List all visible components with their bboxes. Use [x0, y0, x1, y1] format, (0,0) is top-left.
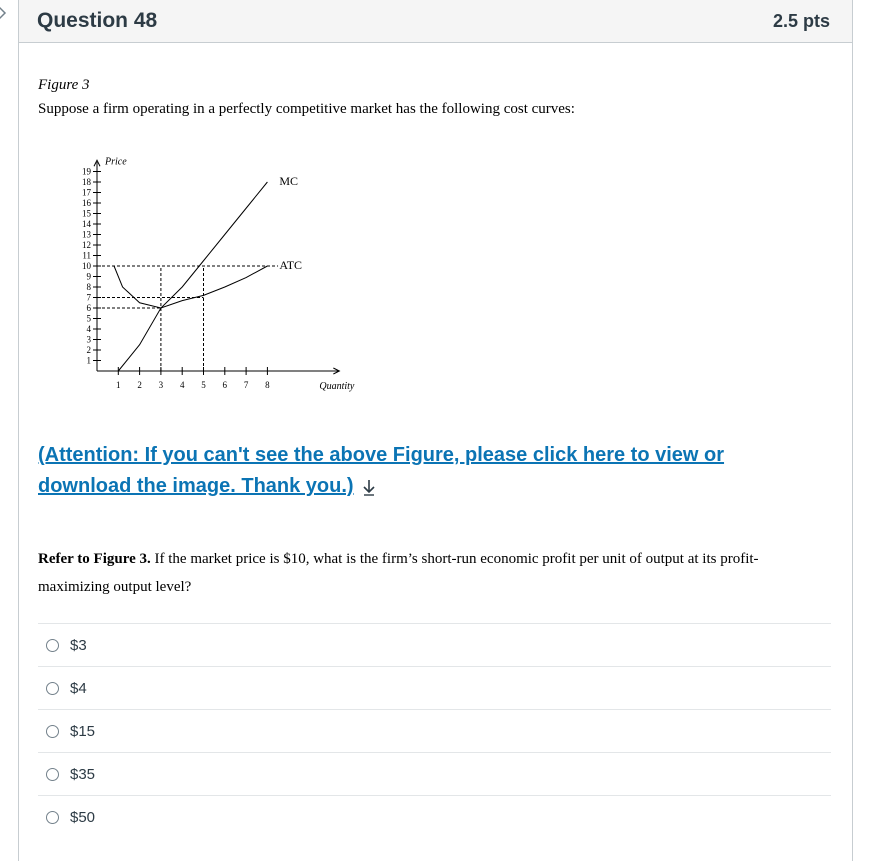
answer-option[interactable]: [38, 709, 831, 752]
answer-label[interactable]: $35: [70, 765, 96, 783]
y-tick-label: 17: [82, 187, 91, 198]
y-tick-label: 14: [82, 219, 91, 229]
x-tick-label: 2: [137, 380, 142, 390]
y-tick-label: 11: [82, 250, 91, 261]
radio-button[interactable]: [46, 725, 59, 738]
x-tick-label: 6: [222, 380, 228, 390]
x-tick-label: 3: [158, 380, 164, 390]
y-tick-label: 5: [86, 313, 91, 324]
atc-label: ATC: [279, 258, 303, 272]
question-card: [18, 0, 853, 861]
answer-label[interactable]: $15: [70, 722, 96, 740]
chevron-right-icon[interactable]: [0, 4, 10, 22]
question-title: Question 48: [37, 9, 158, 32]
attention-link-text[interactable]: (Attention: If you can't see the above Figure, please click here to view or download the image. Thank you.): [38, 444, 725, 497]
y-tick-label: 2: [86, 345, 91, 355]
answer-label[interactable]: $3: [70, 636, 87, 654]
question-body: If the market price is $10, what is the firm’s short-run economic profit per unit of output at its profit-maximizing output level?: [38, 551, 759, 595]
intro-text: Suppose a firm operating in a perfectly competitive market has the following cost curves:: [38, 101, 575, 117]
radio-button[interactable]: [46, 639, 59, 652]
y-tick-label: 3: [86, 334, 91, 345]
x-tick-label: 4: [179, 380, 185, 390]
mc-curve: [118, 182, 267, 371]
y-tick-label: 13: [82, 229, 91, 240]
y-tick-label: 4: [86, 324, 91, 334]
y-tick-label: 16: [82, 198, 91, 208]
figure-title: Figure 3: [38, 77, 90, 93]
question-header: [19, 0, 852, 43]
radio-button[interactable]: [46, 811, 59, 824]
question-points: 2.5 pts: [772, 10, 830, 31]
x-tick-label: 1: [116, 380, 121, 390]
radio-button[interactable]: [46, 682, 59, 695]
answer-option[interactable]: [38, 795, 831, 838]
x-axis-label: Quantity: [319, 381, 355, 392]
answer-option[interactable]: [38, 752, 831, 795]
x-tick-label: 5: [201, 380, 206, 390]
question-bold-ref: Refer to Figure 3.: [38, 551, 151, 567]
answer-list: [38, 623, 831, 838]
answer-label[interactable]: $50: [70, 808, 96, 826]
y-tick-label: 1: [86, 355, 91, 366]
x-tick-label: 7: [243, 380, 249, 390]
answer-option[interactable]: [38, 623, 831, 666]
answer-label[interactable]: $4: [70, 679, 87, 697]
y-tick-label: 10: [82, 261, 91, 271]
y-tick-label: 12: [82, 240, 91, 250]
y-tick-label: 9: [86, 271, 91, 282]
cost-curves-chart: [57, 146, 355, 406]
y-tick-label: 6: [86, 303, 91, 313]
y-axis-label: Price: [105, 156, 127, 168]
y-tick-label: 19: [82, 166, 91, 177]
download-icon[interactable]: [362, 478, 376, 496]
answer-option[interactable]: [38, 666, 831, 709]
y-tick-label: 7: [86, 292, 91, 303]
y-tick-label: 15: [82, 208, 91, 219]
attention-link[interactable]: [38, 440, 818, 502]
radio-button[interactable]: [46, 768, 59, 781]
mc-label: MC: [279, 174, 299, 188]
y-tick-label: 18: [82, 177, 91, 187]
y-tick-label: 8: [86, 282, 91, 292]
atc-curve: [114, 266, 267, 308]
x-tick-label: 8: [265, 380, 270, 390]
question-text: [38, 545, 828, 601]
